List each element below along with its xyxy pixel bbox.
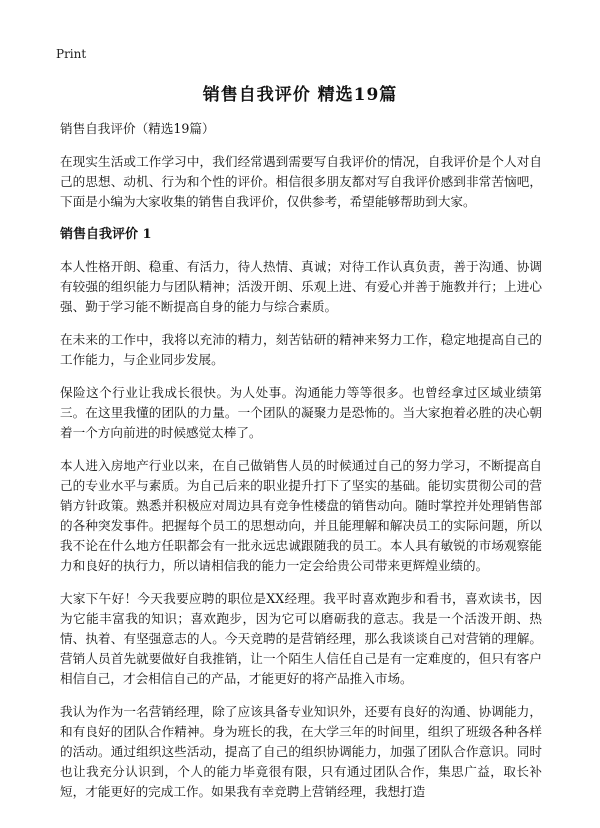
body-paragraph: 在未来的工作中，我将以充沛的精力，刻苦钻研的精神来努力工作，稳定地提高自己的工作能力，与企业同步发展。 [60,332,542,367]
body-paragraph: 我认为作为一名营销经理，除了应该具备专业知识外，还要有良好的沟通、协调能力，和有良好的团队合作精神。身为班长的我，在大学三年的时间里，组织了班级各种各样的活动。通过组织这些活动，提高了自己的组织协调能力，加强了团队合作意识。同时也让我充分认识到，个人的能力毕竟很有限，只有通过团队合作，集思广益，取长补短，才能更好的完成工作。如果我有幸竞聘上营销经理，我想打造 [60,704,542,799]
body-paragraph: 本人性格开朗、稳重、有活力，待人热情、真诚；对待工作认真负责，善于沟通、协调有较强的组织能力与团队精神；活泼开朗、乐观上进、有爱心并善于施教并行；上进心强、勤于学习能不断提高自身的能力与综合素质。 [60,259,542,314]
document-subtitle: 销售自我评价（精选19篇） [60,121,215,136]
document-body [60,119,542,815]
print-link[interactable]: Print [56,47,87,61]
body-paragraph: 本人进入房地产行业以来，在自己做销售人员的时候通过自己的努力学习，不断提高自己的专业水平与素质。为自己后来的职业提升打下了坚实的基础。能切实贯彻公司的营销方针政策。熟悉并积极应对周边具有竞争性楼盘的销售动向。随时掌控并处理销售部的各种突发事件。把握每个员工的思想动向，并且能理解和解决员工的实际问题，所以我不论在什么地方任职都会有一批永远忠诚跟随我的员工。本人具有敏锐的市场观察能力和良好的执行力，所以请相信我的能力一定会给贵公司带来更辉煌业绩的。 [60,458,542,573]
intro-paragraph: 在现实生活或工作学习中，我们经常遇到需要写自我评价的情况，自我评价是个人对自己的思想、动机、行为和个性的评价。相信很多朋友都对写自我评价感到非常苦恼吧，下面是小编为大家收集的销售自我评价，仅供参考，希望能够帮助到大家。 [60,154,542,209]
body-paragraph: 大家下午好！今天我要应聘的职位是XX经理。我平时喜欢跑步和看书，喜欢读书，因为它能丰富我的知识；喜欢跑步，因为它可以磨砺我的意志。我是一个活泼开朗、热情、执着、有坚强意志的人。今天竞聘的是营销经理，那么我谈谈自己对营销的理解。营销人员首先就要做好自我推销，让一个陌生人信任自己是有一定难度的，但只有客户相信自己，才会相信自己的产品，才能更好的将产品推入市场。 [60,591,542,686]
section-heading: 销售自我评价 1 [60,227,152,242]
body-paragraph: 保险这个行业让我成长很快。为人处事。沟通能力等等很多。也曾经拿过区域业绩第三。在这里我懂的团队的力量。一个团队的凝聚力是恐怖的。当大家抱着必胜的决心朝着一个方向前进的时候感觉太棒了。 [60,385,542,440]
document-title: 销售自我评价 精选19篇 [202,85,398,105]
